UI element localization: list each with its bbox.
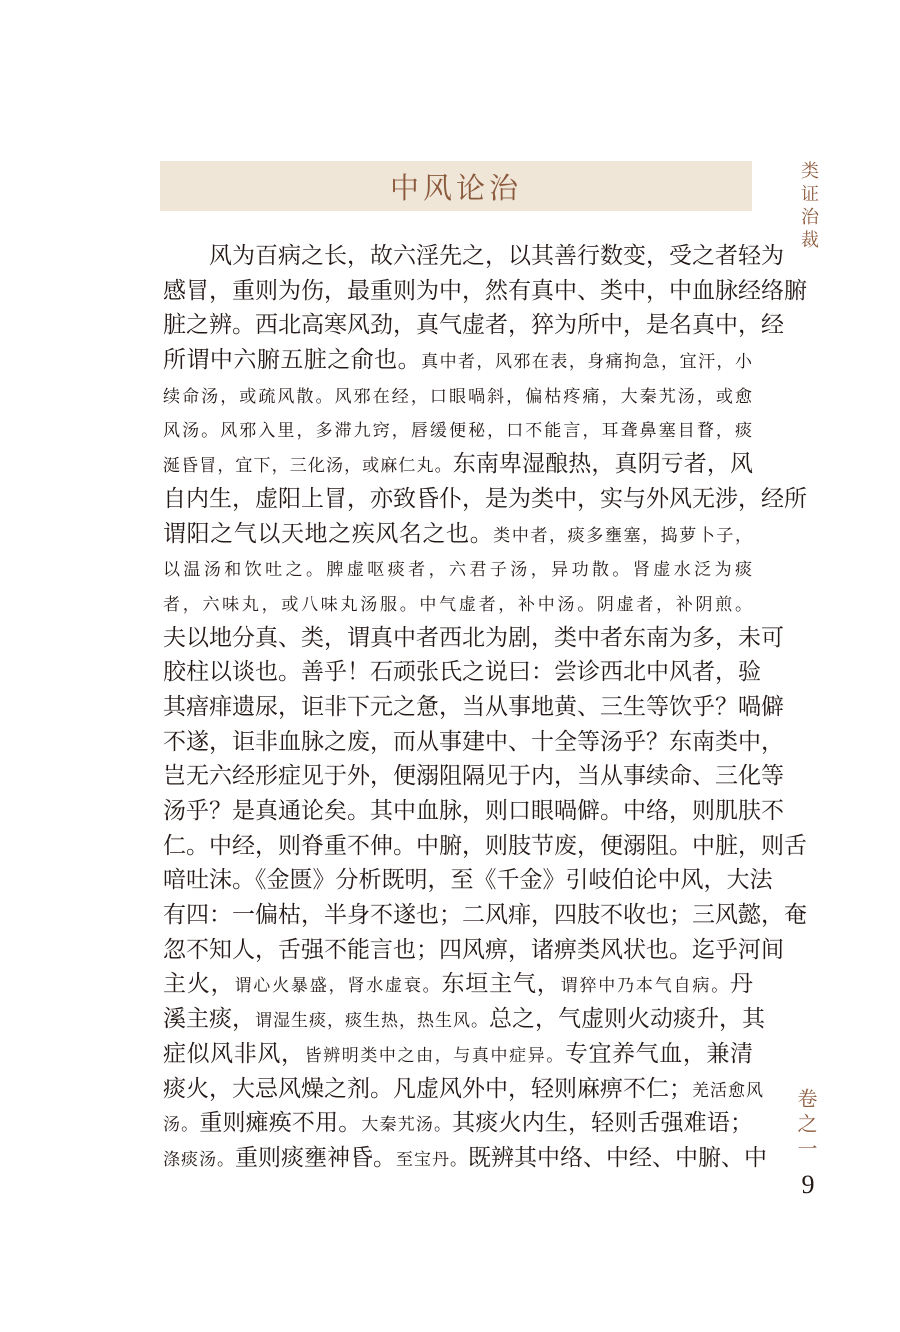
text-line xyxy=(163,378,753,413)
annotation-text: 羌活愈风 xyxy=(692,1080,764,1101)
main-text: 专宜养气血，兼清 xyxy=(564,1040,754,1067)
text-line xyxy=(163,725,784,760)
page-title: 中风论治 xyxy=(389,170,522,205)
main-text: 忽不知人，舌强不能言也；四风痹，诸痹类风状也。迄乎河间 xyxy=(163,936,784,963)
main-text: 东垣主气， xyxy=(441,971,561,998)
text-line xyxy=(163,863,773,898)
main-text: 其瘖痱遗尿，讵非下元之惫，当从事地黄、三生等饮乎？喎僻 xyxy=(163,693,784,720)
text-line xyxy=(163,586,753,621)
main-text: 谓阳之气以天地之疾风名之也。 xyxy=(163,520,494,547)
text-line xyxy=(163,898,807,933)
main-text: 其痰火内生，轻则舌强难语； xyxy=(452,1110,754,1137)
main-text: 不遂，讵非血脉之废，而从事建中、十全等汤乎？东南类中， xyxy=(163,728,784,755)
main-text: 重则痰壅神昏。 xyxy=(235,1144,396,1171)
main-text: 喑吐沫。《金匮》分析既明，至《千金》引岐伯论中风，大法 xyxy=(163,867,773,894)
main-text: 感冒，重则为伤，最重则为中，然有真中、类中，中血脉经络腑 xyxy=(163,277,807,304)
main-text: 岂无六经形症见于外，便溺阻隔见于内，当从事续命、三化等 xyxy=(163,763,784,790)
main-text: 风为百病之长，故六淫先之，以其善行数变，受之者轻为 xyxy=(209,243,784,269)
text-line xyxy=(163,517,753,552)
main-text: 汤乎？是真通论矣。其中血脉，则口眼喎僻。中络，则肌肤不 xyxy=(163,798,784,824)
running-header-book-title: 类证治裁 xyxy=(798,161,819,253)
text-line xyxy=(163,794,784,829)
page-number: 9 xyxy=(801,1170,815,1199)
main-text: 丹 xyxy=(730,971,754,998)
annotation-text: 大秦艽汤。 xyxy=(361,1115,453,1136)
annotation-text: 涎昏冒，宜下，三化汤，或麻仁丸。 xyxy=(163,456,453,477)
text-line xyxy=(163,447,753,482)
main-text: 痰火，大忌风燥之剂。凡虚风外中，轻则麻痹不仁； xyxy=(163,1075,692,1102)
annotation-text: 真中者，风邪在表，身痛拘急，宜汗，小 xyxy=(421,352,754,373)
text-line xyxy=(163,239,784,274)
main-text: 症似风非风， xyxy=(163,1040,305,1067)
main-text: 夫以地分真、类，谓真中者西北为剧，类中者东南为多，未可 xyxy=(163,624,784,651)
annotation-text: 类中者，痰多壅塞，捣萝卜子， xyxy=(493,525,753,546)
main-text: 总之，气虚则火动痰升，其 xyxy=(489,1006,765,1033)
running-header-volume: 卷之一 xyxy=(794,1088,818,1163)
main-text: 自内生，虚阳上冒，亦致昏仆，是为类中，实与外风无涉，经所 xyxy=(163,485,807,512)
annotation-text: 皆辨明类中之由，与真中症异。 xyxy=(304,1045,565,1066)
main-text: 有四：一偏枯，半身不遂也；二风痱，四肢不收也；三风懿，奄 xyxy=(163,902,807,929)
text-line xyxy=(163,308,784,343)
text-line xyxy=(163,1072,764,1107)
annotation-text: 以温汤和饮吐之。脾虚呕痰者，六君子汤，异功散。肾虚水泛为痰 xyxy=(163,560,753,581)
annotation-text: 续命汤，或疏风散。风邪在经，口眼喎斜，偏枯疼痛，大秦艽汤，或愈 xyxy=(163,386,753,407)
text-line xyxy=(163,1141,767,1176)
main-text: 所谓中六腑五脏之俞也。 xyxy=(163,347,422,374)
main-text: 胶柱以谈也。善乎！石顽张氏之说曰：尝诊西北中风者，验 xyxy=(163,659,761,686)
text-line xyxy=(163,759,784,794)
annotation-text: 汤。 xyxy=(163,1115,200,1136)
text-line xyxy=(163,343,753,378)
text-line xyxy=(163,412,753,447)
annotation-text: 者，六味丸，或八味丸汤服。中气虚者，补中汤。阴虚者，补阴煎。 xyxy=(163,594,753,615)
text-line xyxy=(163,690,784,725)
main-text: 东南卑湿酿热，真阴亏者，风 xyxy=(452,451,754,478)
text-line xyxy=(163,1037,753,1072)
text-line xyxy=(163,551,753,586)
text-line xyxy=(163,274,807,309)
text-line xyxy=(163,933,784,968)
annotation-text: 谓心火暴盛，肾水虚衰。 xyxy=(234,976,442,997)
annotation-text: 涤痰汤。 xyxy=(163,1149,235,1170)
main-text: 脏之辨。西北高寒风劲，真气虚者，猝为所中，是名真中，经 xyxy=(163,312,784,339)
main-text: 重则瘫痪不用。 xyxy=(199,1110,362,1137)
annotation-text: 风汤。风邪入里，多滞九窍，唇缓便秘，口不能言，耳聋鼻塞目瞀，痰 xyxy=(163,421,753,442)
text-line xyxy=(163,621,784,656)
annotation-text: 谓猝中乃本气自病。 xyxy=(560,976,731,997)
text-line xyxy=(163,829,807,864)
text-line xyxy=(163,1002,765,1037)
text-line xyxy=(163,967,753,1002)
text-line xyxy=(163,1106,753,1141)
main-text: 仁。中经，则脊重不伸。中腑，则肢节废，便溺阻。中脏，则舌 xyxy=(163,832,807,859)
text-line xyxy=(163,482,807,517)
text-line xyxy=(163,655,761,690)
main-text: 主火， xyxy=(163,971,235,998)
annotation-text: 谓湿生痰，痰生热，热生风。 xyxy=(255,1011,489,1032)
main-text: 溪主痰， xyxy=(163,1006,255,1033)
main-text: 既辨其中络、中经、中腑、中 xyxy=(468,1144,767,1171)
title-band xyxy=(160,161,752,211)
annotation-text: 至宝丹。 xyxy=(396,1149,468,1170)
